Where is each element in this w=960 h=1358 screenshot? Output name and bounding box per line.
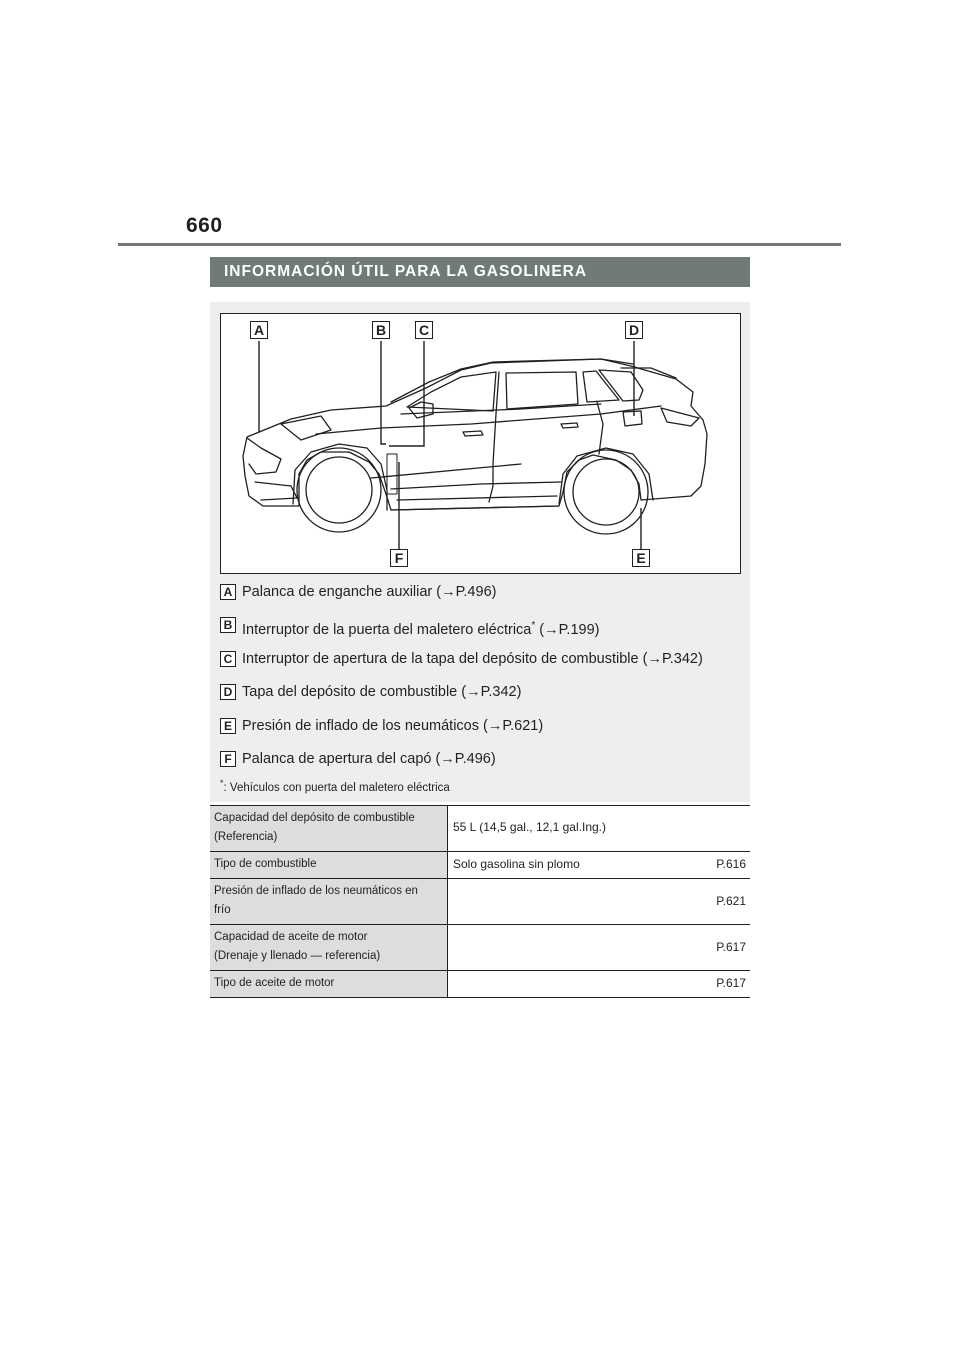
legend-text-f: Palanca de apertura del capó (→P.496) [242,751,496,767]
table-row-value [449,925,750,970]
page-number: 660 [186,214,223,237]
legend-text-b-asterisk: * [531,620,536,631]
legend-key-f: F [220,751,236,767]
table-cell-ref: P.621 [716,894,746,908]
table-cell-ref: P.617 [716,976,746,990]
table-row-label [210,879,448,924]
legend-key-a: A [220,584,236,600]
table-row-oil-type [210,970,750,998]
legend-key-b: B [220,617,236,633]
legend-key-d: D [220,684,236,700]
footnote-text: : Vehículos con puerta del maletero eléctrica [223,781,450,794]
table-row-label-line: Capacidad del depósito de combustible [214,812,415,824]
table-cell-value: 55 L (14,5 gal., 12,1 gal.Ing.) [453,820,606,834]
callout-a: A [250,321,268,339]
table-cell-ref: P.616 [716,857,746,871]
legend-text-e: Presión de inflado de los neumáticos (→P.621) [242,718,544,734]
table-row-fuel-type [210,851,750,878]
callout-e: E [632,549,650,567]
table-row-oil-capacity [210,924,750,970]
callout-c: C [415,321,433,339]
legend-text-d: Tapa del depósito de combustible (→P.342) [242,684,522,700]
vehicle-side-view-illustration [221,314,742,575]
table-row-label [210,925,448,970]
legend-text-a: Palanca de enganche auxiliar (→P.496) [242,584,497,600]
legend-key-c: C [220,651,236,667]
table-row-label-line: (Referencia) [214,831,278,843]
table-row-tire-pressure [210,878,750,924]
legend-text-b [242,617,599,639]
top-rule [118,243,841,246]
table-row-label-line: Presión de inflado de los neumáticos en [214,885,418,897]
legend-key-e: E [220,718,236,734]
table-row-label [210,806,448,851]
table-row-value [449,971,750,997]
callout-b: B [372,321,390,339]
section-title: INFORMACIÓN ÚTIL PARA LA GASOLINERA [210,257,750,287]
table-row-label-line: Tipo de combustible [214,858,317,870]
table-row-fuel-capacity [210,805,750,851]
table-row-label-line: (Drenaje y llenado — referencia) [214,950,381,962]
footnote [220,778,450,794]
spec-table [210,805,750,998]
table-cell-ref: P.617 [716,940,746,954]
callout-d: D [625,321,643,339]
table-row-label [210,971,448,997]
vehicle-diagram [220,313,741,574]
table-row-value [449,852,750,878]
table-row-label-line: Tipo de aceite de motor [214,977,335,989]
legend-text-b-main: Interruptor de la puerta del maletero eléctrica [242,621,532,638]
table-row-label [210,852,448,878]
legend-text-c: Interruptor de apertura de la tapa del depósito de combustible (→P.342) [242,651,703,667]
table-row-label-line: frío [214,904,231,916]
footnote-mark: * [220,778,224,788]
table-row-label-line: Capacidad de aceite de motor [214,931,368,943]
callout-f: F [390,549,408,567]
table-cell-value: Solo gasolina sin plomo [453,857,580,871]
legend-text-b-ref: (→P.199) [535,621,600,638]
table-row-value [449,879,750,924]
table-row-value [449,806,750,851]
